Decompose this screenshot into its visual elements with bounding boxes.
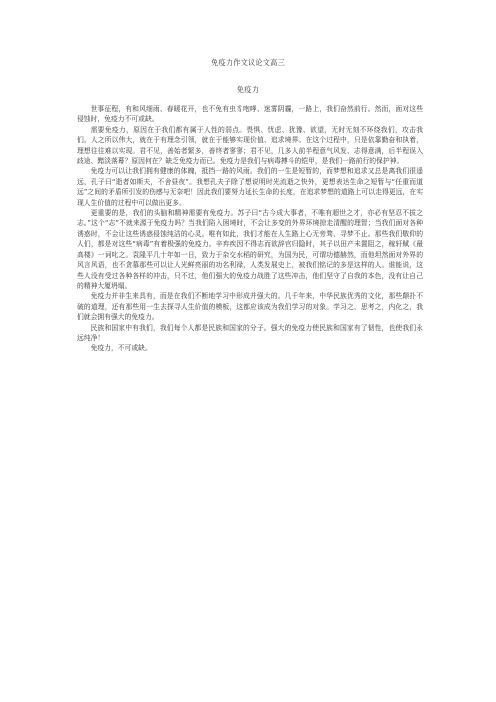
paragraph-conclusion: 免疫力，不可或缺。 — [90, 344, 152, 353]
document-title: 免疫力作文议论文高三 — [211, 58, 285, 67]
paragraph-learning: 免疫力并非生来具有，而是在我们不断地学习中形成并强大的。几千年来，中华民族优秀的文化，那些颠扑不破的道理，还有那些用一生去探寻人生价值的模板，这都应该成为我们学习的对象。学习之、思考之，内化之，我们就会拥有强大的免疫力。 — [77, 292, 423, 322]
paragraph-mind: 更重要的是，我们的头脑和精神需要有免疫力。苏子曰“古今成大事者，不唯有超世之才，亦必有坚忍不拔之志。”这个“志”不就来源于免疫力吗？当我们陷入困境时，不会让多变的外界环境掠走清醒的理智；当我们面对各种诱惑时，不会让这些诱惑侵蚀纯洁的心灵。唯有如此，我们才能在人生路上心无旁骛、寻梦不止。那些我们敬仰的人们，都是对这些“病毒”有着极强的免疫力。辛弃疾因不得志而欲辞官归隐时，其子以田产未置阻之，稼轩赋《最高楼》一词叱之。袁隆平几十年如一日，致力于杂交水稻的研究，为国为民，可谓功德赫然，而他坦然面对外界的风言风语，也不贪慕那些可以让人光鲜亮丽的功名利禄，人类发展史上，被我们铭记的多是这样的人。谁能说，这些人没有受过各种各样的冲击，只不过，他们强大的免疫力战胜了这些冲击，他们坚守了自我的本色，没有让自己的精神大厦坍塌。 — [77, 209, 423, 290]
paragraph-nation: 民族和国家中有我们，我们每个人都是民族和国家的分子。强大的免疫力使民族和国家有了韧性，也使我们永远纯净！ — [77, 323, 423, 342]
essay-title: 免疫力 — [236, 85, 260, 94]
paragraph-intro: 世事征程，有和风细雨、春暖花开，也不免有虫豸咆哮、迷雾阴霾，一路上，我们奋然前行。然而，面对这些侵蚀时，免疫力不可或缺。 — [77, 105, 423, 124]
paragraph-reason: 需要免疫力，原因在于我们都有属于人性的弱点。畏惧、忧虑、犹豫、欲望，无时无刻不环绕我们，攻击我们。人之所以伟大，就在于有理念引领，就在于能够实现价值、追求境界。在这个过程中，只是依靠勤奋和执着，理想往往难以实现。君不见，善始者繁多，善终者寥寥；君不见，几多人前半程意气风发、志得意满，后半程误入歧途、黯淡落幕？原因何在？缺乏免疫力而已。免疫力是我们与病毒搏斗的铠甲，是我们一路前行的保护神。 — [77, 125, 423, 166]
paragraph-health: 免疫力可以让我们拥有健康的体魄，抵挡一路的风雨。我们的一生是短暂的，而梦想和追求又总是离我们很遥远，孔子曰“逝者如斯夫，不舍昼夜”。我想孔夫子除了想说明时光流逝之快外，更想表达生命之短暂与“任重而道远”之间的矛盾所引发的伤感与无奈吧！因此我们要努力延长生命的长度，在追求梦想的道路上可以走得更远，在实现人生价值的过程中可以做出更多。 — [77, 167, 423, 207]
essay-body — [77, 104, 423, 354]
